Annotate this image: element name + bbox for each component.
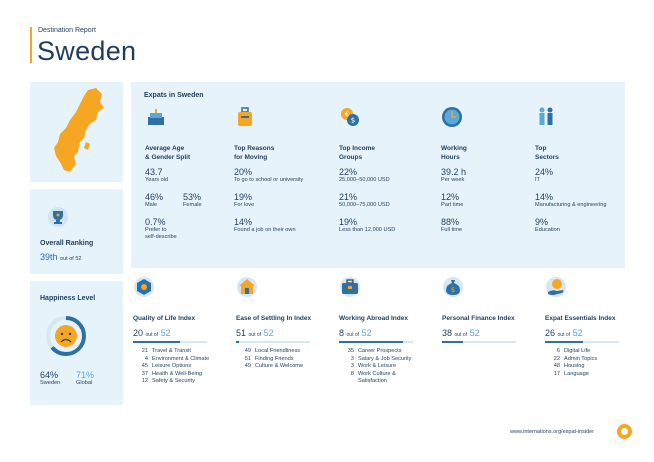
sub-label: Leisure Options	[152, 363, 192, 370]
index-rank-bar	[339, 341, 413, 343]
sub-ranking	[236, 348, 336, 356]
sub-ranking	[236, 363, 336, 371]
sub-ranking	[339, 356, 439, 364]
index-out-of: out of	[346, 332, 360, 338]
header-accent-bar	[30, 27, 32, 63]
income-2-label: 50,000–75,000 USD	[339, 202, 390, 208]
index-rank-bar	[133, 341, 207, 343]
index-rank-value: 51	[236, 328, 247, 338]
page-title: Sweden	[37, 36, 137, 66]
sweden-map-icon	[30, 82, 123, 182]
sector-1-label: IT	[535, 177, 540, 183]
income-heading-line1: Top Income	[339, 145, 375, 152]
sub-rank: 3	[350, 363, 354, 370]
sub-label: Work & Leisure	[358, 363, 397, 370]
sub-label: Health & Well-Being	[152, 370, 202, 377]
hours-1-value: 39.2 h	[441, 167, 467, 177]
index-rank-bar	[236, 341, 310, 343]
index-rank-bar-fill	[236, 341, 239, 343]
index-rank-bar-fill	[442, 341, 463, 343]
expats-title: Expats in Sweden	[144, 92, 204, 99]
happiness-sweden-label: Sweden	[40, 380, 61, 386]
badge-icon	[133, 276, 155, 298]
income-3-pct: 19%	[339, 217, 358, 227]
sector-1-pct: 24%	[535, 167, 554, 177]
sub-rank: 48	[553, 363, 560, 370]
sub-ranking	[133, 363, 233, 371]
hours-heading-line2: Hours	[441, 154, 460, 161]
sub-label: Culture & Welcome	[255, 363, 304, 370]
other-pct: 0.7%	[145, 217, 166, 227]
sub-rank: 17	[553, 370, 560, 377]
sub-ranking	[545, 371, 645, 379]
age-heading	[145, 144, 229, 162]
index-rank-value: 20	[133, 328, 144, 338]
sub-label: Digital Life	[564, 348, 591, 354]
male-pct: 46%	[145, 192, 164, 202]
personal-finance-index	[442, 276, 542, 343]
male-label: Male	[145, 202, 158, 208]
reason-2-label: For love	[234, 202, 255, 208]
reasons-heading	[234, 144, 318, 162]
sub-rank: 21	[141, 348, 148, 354]
footer-url-link[interactable]: www.internations.org/expat-insider	[510, 429, 595, 435]
sub-ranking	[339, 371, 439, 379]
overall-rank: 39th	[40, 252, 58, 262]
index-title: Personal Finance Index	[442, 315, 515, 322]
other-label-2: self-describe	[145, 234, 177, 240]
index-title: Working Abroad Index	[339, 315, 408, 322]
index-rank-bar-fill	[545, 341, 583, 343]
sector-2-label: Manufacturing & engineering	[535, 202, 607, 208]
income-1-label: 25,000–50,000 USD	[339, 177, 390, 183]
working-abroad-index	[339, 276, 439, 386]
overall-ranking-panel	[30, 189, 123, 274]
reasons-heading-line2: for Moving	[234, 154, 268, 161]
index-rank	[133, 328, 233, 338]
sectors-heading	[535, 144, 619, 162]
index-rank	[236, 328, 336, 338]
sub-rank	[339, 378, 354, 386]
index-title: Ease of Settling In Index	[236, 315, 312, 322]
hours-1-label: Per week	[441, 177, 465, 183]
expat-essentials-index	[545, 276, 645, 378]
sub-rank: 51	[244, 355, 251, 362]
sub-rank: 8	[350, 370, 354, 377]
hours-heading-line1: Working	[441, 145, 467, 152]
sub-ranking	[133, 371, 233, 379]
sub-rank: 35	[347, 348, 354, 354]
hours-2-value: 12%	[441, 192, 460, 202]
happiness-sweden-pct: 64%	[40, 370, 59, 380]
reason-1-label: To go to school or university	[234, 177, 304, 183]
index-total: 52	[469, 328, 480, 338]
briefcase-icon	[339, 276, 361, 298]
index-total: 52	[263, 328, 274, 338]
svg-text:€: €	[344, 110, 350, 119]
sub-rank: 3	[350, 355, 354, 362]
index-out-of: out of	[454, 332, 468, 338]
sub-label: Environment & Climate	[152, 355, 210, 362]
income-column	[325, 106, 423, 234]
hours-heading	[441, 144, 525, 162]
clock-icon	[441, 106, 463, 128]
age-label: Years old	[145, 177, 169, 183]
workers-icon	[535, 106, 557, 128]
suitcase-icon	[234, 106, 256, 128]
map-panel	[30, 82, 123, 182]
sub-rank: 37	[141, 370, 148, 377]
coins-icon	[339, 106, 361, 128]
income-heading	[339, 144, 423, 162]
index-rank	[545, 328, 645, 338]
ease-of-settling-in-index	[236, 276, 336, 371]
trophy-icon	[48, 207, 68, 227]
overall-ranking-value	[40, 252, 81, 262]
sub-rank: 12	[141, 378, 148, 385]
sub-label: Language	[564, 370, 589, 377]
report-label: Destination Report	[38, 27, 96, 34]
happiness-global-label: Global	[76, 380, 93, 386]
index-rank-bar	[442, 341, 516, 343]
index-rank	[442, 328, 542, 338]
reason-1-pct: 20%	[234, 167, 253, 177]
reasons-column	[220, 106, 318, 234]
svg-text:$: $	[350, 116, 356, 125]
other-label-1: Prefer to	[145, 227, 167, 233]
sub-label: Admin Topics	[564, 355, 598, 362]
sub-ranking	[133, 348, 233, 356]
hours-3-label: Full time	[441, 227, 463, 233]
happiness-panel	[30, 281, 123, 405]
age-heading-line2: & Gender Split	[145, 154, 191, 161]
age-column	[131, 106, 229, 241]
sub-label: Local Friendliness	[255, 348, 301, 354]
hours-column	[427, 106, 525, 234]
sectors-heading-line1: Top	[535, 145, 547, 152]
svg-text:$: $	[450, 286, 456, 294]
index-rank-value: 26	[545, 328, 556, 338]
index-out-of: out of	[248, 332, 262, 338]
index-rank	[339, 328, 439, 338]
sub-ranking	[236, 356, 336, 364]
hours-2-label: Part time	[441, 202, 464, 208]
female-label: Female	[183, 202, 202, 208]
house-icon	[236, 276, 258, 298]
index-rank-bar-fill	[339, 341, 403, 343]
sub-ranking	[545, 356, 645, 364]
sub-label: Work Culture &	[358, 370, 396, 377]
index-title: Expat Essentials Index	[545, 315, 616, 322]
index-rank-value: 38	[442, 328, 453, 338]
sectors-column	[521, 106, 619, 234]
happiness-label: Happiness Level	[40, 295, 96, 302]
sub-ranking	[133, 356, 233, 364]
index-total: 52	[160, 328, 171, 338]
sub-rank: 49	[244, 363, 251, 370]
sub-label: Career Prospects	[358, 348, 402, 354]
age-value: 43.7	[145, 167, 163, 177]
reason-2-pct: 19%	[234, 192, 253, 202]
money-bag-icon	[442, 276, 464, 298]
age-heading-line1: Average Age	[145, 145, 185, 152]
index-total: 52	[572, 328, 583, 338]
sub-label: Safety & Security	[152, 378, 195, 385]
sub-label: Satisfaction	[358, 378, 387, 385]
sector-2-pct: 14%	[535, 192, 554, 202]
index-title: Quality of Life Index	[133, 315, 196, 322]
reason-3-label: Found a job on their own	[234, 227, 296, 233]
sub-label: Housing	[564, 363, 585, 370]
income-heading-line2: Groups	[339, 154, 363, 161]
sub-rank: 6	[556, 348, 560, 354]
sub-ranking	[545, 363, 645, 371]
sub-ranking	[339, 363, 439, 371]
female-pct: 53%	[183, 192, 202, 202]
sub-rank: 49	[244, 348, 251, 354]
sub-label: Finding Friends	[255, 355, 294, 362]
internations-logo-icon	[617, 424, 632, 439]
sector-3-label: Education	[535, 227, 560, 233]
happiness-gauge	[44, 314, 88, 358]
overall-ranking-label: Overall Ranking	[40, 240, 94, 247]
index-out-of: out of	[145, 332, 159, 338]
sub-label: Travel & Transit	[152, 348, 191, 354]
quality-of-life-index	[133, 276, 233, 386]
index-rank-bar-fill	[133, 341, 180, 343]
sub-ranking	[339, 348, 439, 356]
overall-out-of: out of 52	[60, 256, 82, 262]
sub-rank: 22	[553, 355, 560, 362]
cake-icon	[145, 106, 167, 128]
happiness-global-pct: 71%	[76, 370, 95, 380]
sub-ranking	[133, 378, 233, 386]
index-total: 52	[361, 328, 372, 338]
sub-rank: 45	[141, 363, 148, 370]
sector-3-pct: 9%	[535, 217, 549, 227]
income-1-pct: 22%	[339, 167, 358, 177]
hours-3-value: 88%	[441, 217, 460, 227]
sectors-heading-line2: Sectors	[535, 154, 559, 161]
hand-globe-icon	[545, 276, 567, 298]
index-out-of: out of	[557, 332, 571, 338]
reason-3-pct: 14%	[234, 217, 253, 227]
index-rank-bar	[545, 341, 619, 343]
sub-ranking	[339, 378, 439, 386]
sub-ranking	[545, 348, 645, 356]
income-2-pct: 21%	[339, 192, 358, 202]
sub-label: Salary & Job Security	[358, 355, 412, 362]
income-3-label: Less than 12,000 USD	[339, 227, 396, 233]
index-rank-value: 8	[339, 328, 345, 338]
sub-rank: 4	[144, 355, 148, 362]
reasons-heading-line1: Top Reasons	[234, 145, 275, 152]
